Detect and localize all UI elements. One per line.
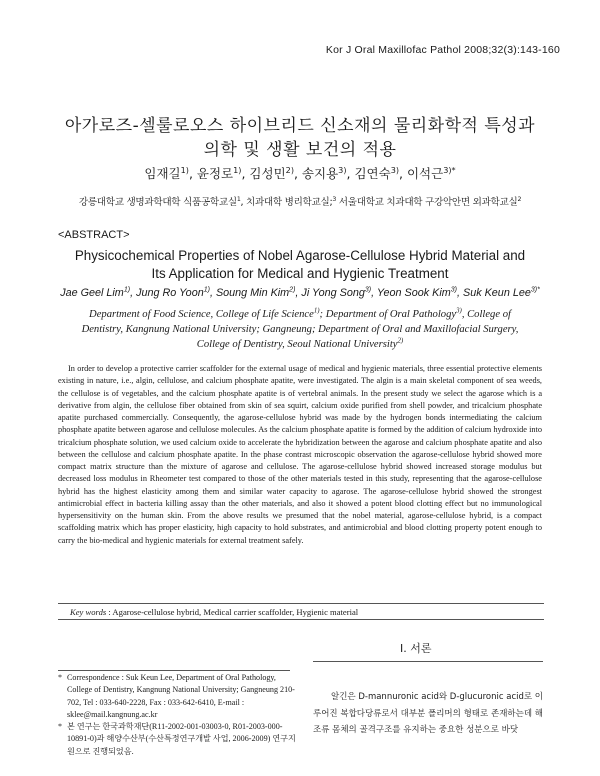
korean-title-line-1: 아가로즈-셀룰로오스 하이브리드 신소재의 물리화학적 특성과 — [64, 116, 536, 136]
english-affiliation-line-3: College of Dentistry, Seoul National University$^{2)}$ — [196, 337, 404, 350]
korean-author: 윤정로$^{1)}$ — [196, 164, 242, 181]
section-heading-introduction: I. 서론 — [400, 642, 432, 655]
keywords-line — [70, 607, 358, 617]
english-affiliation-line-1: Department of Food Science, College of Life Science$^{1)}$; Department of Oral Pathology$^{3)}$, College of — [89, 307, 511, 320]
abstract-label: <ABSTRACT> — [58, 229, 130, 241]
keywords-bottom-rule — [58, 619, 544, 620]
abstract-body: In order to develop a protective carrier scaffolder for the external usage of medical and hygienic materials, three essential protective elements existing in nature, i.e., algin, cellulose, and calcium phosphate apatite, were investigated. The algin is a main skeletal component of sea weeds, the cellulose is of vegetables, and the calcium phosphate apatite is of vertebral animals. In the present study we select the agarose which is a derivative from algin, the cellulose fiber obtained from skin of sea squirt, calcium oxide purified from shell powder, and tricalcium phosphate apatite purchased commercially. Consequently, the agarose-cellulose hybrid was made by the hydrogen bonds intermediating the calcium phosphate apatite between agarose and cellulose molecules. As the calcium phosphate apatite is formed by the addition of calcium hydroxide into tricalcium phosphate solution, we used calcium oxide to accelerate the hybridization between the agarose and calcium phosphate apatite and also between the cellulose and calcium phosphate apatite. In the phase contrast microscopic observation the agarose-cellulose hybrid showed more compact matrix structure than the mixture of agarose and cellulose. The agarose-cellulose hybrid showed increased storage modulus but decreased loss modulus in Rheometer test compared to those of the other materials tested in this study, representing that the agarose-cellulose hybrid has the highest elasticity among them and similar water capacity to agarose. The agarose-cellulose hybrid showed the strongest antimicrobial effect in bacteria killing assay than the other materials, and also it showed a potent blood clotting effect but no immunological hypersensitivity on the human skin. From the above results we presumed that the nobel material, agarose-cellulose hybrid, is a compact scaffolding matrix which has proper elasticity, high capacity to hold substrates, and antimicrobial and blood clotting property potent enough to carry the bio-medical and hygienic materials for external treatment safely. — [58, 364, 542, 545]
korean-author-list: 임재길$^{1)}$, 윤정로$^{1)}$, 김성민$^{2)}$, 송지용$^{3)}$, 김연숙$^{3)}$, 이석근$^{3)*}$ — [144, 164, 456, 181]
footnote-funding: * 본 연구는 한국과학재단(R11-2002-001-03003-0, R01-2003-000-10891-0)과 해양수산부(수산특정연구개발 사업, 2006-2009) 연구지원으로 진행되었음. — [58, 722, 296, 756]
korean-author: 송지용$^{3)}$ — [301, 164, 347, 181]
korean-affiliations: 강릉대학교 생명과학대학 식품공학교실$^1$, 치과대학 병리학교실;$^3$ 서울대학교 치과대학 구강악안면 외과학교실$^2$ — [78, 195, 522, 208]
keywords-top-rule — [58, 603, 544, 604]
section-heading-rule — [313, 661, 543, 662]
keywords-text: : Agarose-cellulose hybrid, Medical carrier scaffolder, Hygienic material — [108, 607, 359, 617]
english-author: Suk Keun Lee$^{3)*}$ — [463, 286, 540, 299]
keywords-label: Key words — [70, 607, 107, 617]
english-title-line-2: Its Application for Medical and Hygienic Treatment — [151, 266, 449, 281]
introduction-text: 알긴은 D-mannuronic acid와 D-glucuronic acid로 이루어진 복합다당류로서 대부분 폴리머의 형태로 존재하는데 해조류 몸체의 골격구조를 유지하는 중요한 성분으로 바닷 — [313, 692, 543, 735]
english-title-line-1: Physicochemical Properties of Nobel Agarose-Cellulose Hybrid Material and — [74, 248, 526, 263]
korean-author: 김성민$^{2)}$ — [249, 164, 294, 181]
english-author: Jae Geel Lim$^{1)}$ — [60, 286, 131, 299]
english-author: Ji Yong Song$^{3)}$ — [301, 286, 372, 299]
korean-author: 이석근$^{3)*}$ — [406, 164, 456, 181]
english-author: Soung Min Kim$^{2)}$ — [215, 286, 296, 299]
english-author-list: Jae Geel Lim$^{1)}$, Jung Ro Yoon$^{1)}$, Soung Min Kim$^{2)}$, Ji Yong Song$^{3)}$, Yeon Sook Kim$^{3)}$, Suk Keun Lee$^{3)*}$ — [60, 286, 540, 299]
journal-citation: Kor J Oral Maxillofac Pathol 2008;32(3):143-160 — [325, 44, 560, 56]
english-author: Jung Ro Yoon$^{1)}$ — [136, 286, 210, 299]
footnote-correspondence: * Correspondence : Suk Keun Lee, Department of Oral Pathology, College of Dentistry, Kangnung National University; Gangneung 210-702, Tel : 033-640-2228, Fax : 033-642-6410, E-mail : sklee@mail.kangnung.ac.kr — [58, 673, 295, 719]
footnotes — [58, 672, 298, 758]
english-affiliation-line-2: Dentistry, Kangnung National University; Gangneung; Department of Oral and Maxillofacial Surgery, — [81, 324, 519, 335]
korean-author: 김연숙$^{3)}$ — [354, 164, 400, 181]
english-author: Yeon Sook Kim$^{3)}$ — [376, 286, 457, 299]
korean-author: 임재길$^{1)}$ — [144, 164, 189, 181]
footnote-rule — [58, 670, 290, 671]
korean-title-line-2: 의학 및 생활 보건의 적용 — [203, 140, 397, 160]
